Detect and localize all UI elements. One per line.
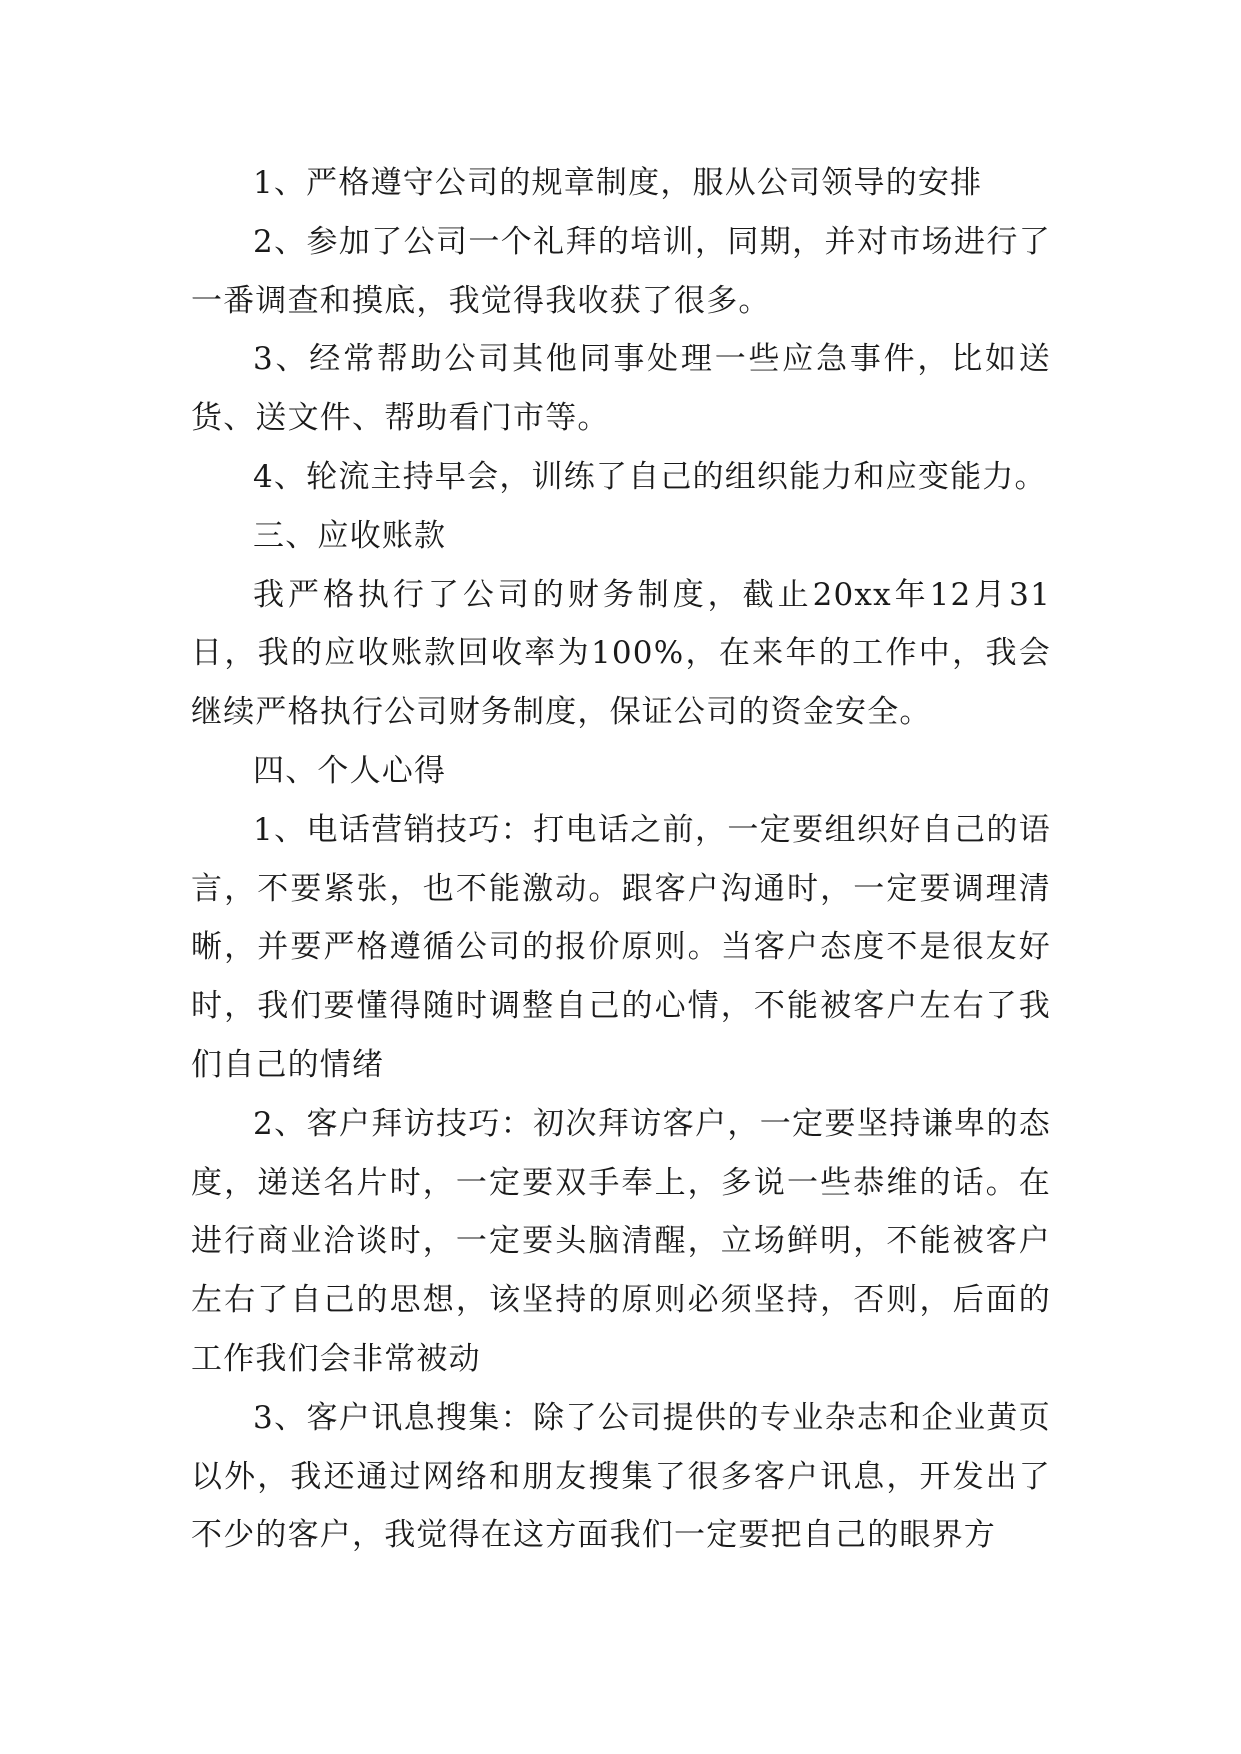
paragraph-item-2: 2、参加了公司一个礼拜的培训，同期，并对市场进行了一番调查和摸底，我觉得我收获了很多。 (191, 223, 1051, 319)
paragraph-client-visits: 2、客户拜访技巧：初次拜访客户，一定要坚持谦卑的态度，递送名片时，一定要双手奉上，多说一些恭维的话。在进行商业洽谈时，一定要头脑清醒，立场鲜明，不能被客户左右了自己的思想，该坚持的原则必须坚持，否则，后面的工作我们会非常被动 (191, 1105, 1051, 1377)
paragraph-receivables: 我严格执行了公司的财务制度，截止20xx年12月31日，我的应收账款回收率为100%，在来年的工作中，我会继续严格执行公司财务制度，保证公司的资金安全。 (191, 576, 1051, 731)
paragraph-item-1: 1、严格遵守公司的规章制度，服从公司领导的安排 (253, 165, 983, 201)
paragraph-info-collection: 3、客户讯息搜集：除了公司提供的专业杂志和企业黄页以外，我还通过网络和朋友搜集了很多客户讯息，开发出了不少的客户，我觉得在这方面我们一定要把自己的眼界方 (191, 1399, 1051, 1554)
paragraph-item-4: 4、轮流主持早会，训练了自己的组织能力和应变能力。 (253, 458, 1047, 495)
paragraph-phone-sales: 1、电话营销技巧：打电话之前，一定要组织好自己的语言，不要紧张，也不能激动。跟客户沟通时，一定要调理清晰，并要严格遵循公司的报价原则。当客户态度不是很友好时，我们要懂得随时调整自己的心情，不能被客户左右了我们自己的情绪 (191, 811, 1051, 1083)
paragraph-item-3: 3、经常帮助公司其他同事处理一些应急事件，比如送货、送文件、帮助看门市等。 (191, 341, 1051, 437)
document-body (191, 154, 1051, 1565)
section-heading-experience: 四、个人心得 (253, 752, 447, 789)
section-heading-receivables: 三、应收账款 (253, 517, 447, 554)
